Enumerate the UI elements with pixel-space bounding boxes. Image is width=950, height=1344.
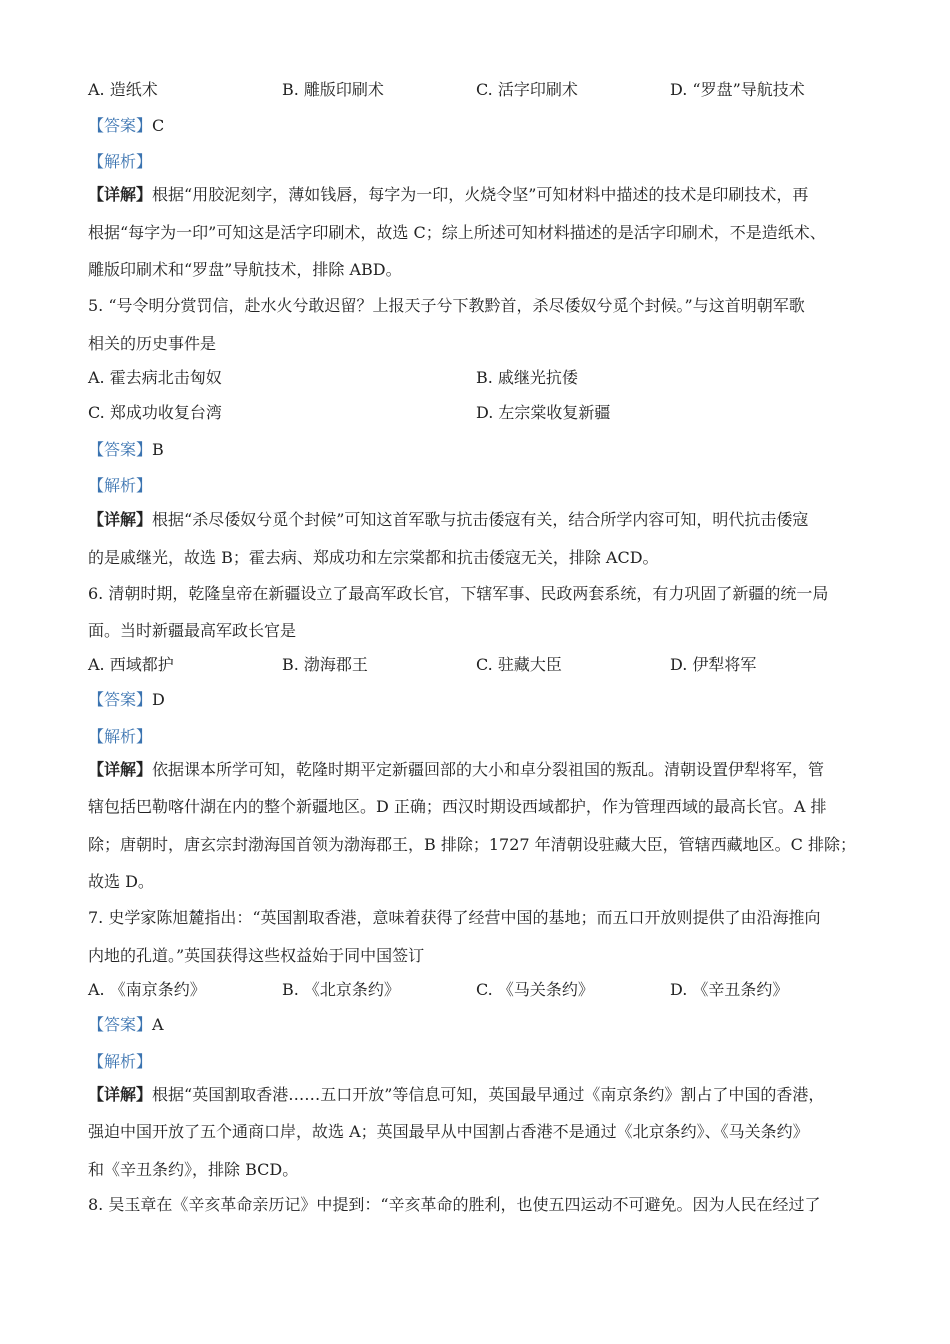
detail-line [88, 797, 827, 817]
detail-line [88, 185, 808, 205]
answer-label: 【答案】 [88, 1015, 153, 1034]
detail-text: 故选 D。 [88, 872, 154, 891]
detail-line [88, 1085, 824, 1105]
answer-value: B [152, 440, 164, 459]
analysis-heading [88, 727, 152, 747]
detail-line [88, 548, 659, 568]
answer-label: 【答案】 [88, 440, 153, 459]
answer-value: C [152, 116, 165, 135]
question-line: 内地的孔道。”英国获得这些权益始于同中国签订 [88, 946, 425, 965]
option-choice: B. 雕版印刷术 [282, 80, 384, 99]
answer-line [88, 690, 165, 710]
answer-label: 【答案】 [88, 116, 153, 135]
detail-text: 根据“杀尽倭奴兮觅个封候”可知这首军歌与抗击倭寇有关，结合所学内容可知，明代抗击倭寇 [152, 510, 809, 529]
option-choice: C. 《马关条约》 [476, 980, 594, 999]
analysis-heading [88, 1052, 152, 1072]
question-line: 6. 清朝时期，乾隆皇帝在新疆设立了最高军政长官，下辖军事、民政两套系统，有力巩固了新疆的统一局 [88, 584, 829, 603]
analysis-label: 【解析】 [88, 727, 153, 746]
detail-text: 雕版印刷术和“罗盘”导航技术，排除 ABD。 [88, 260, 402, 279]
option-choice: A. 《南京条约》 [88, 980, 206, 999]
answer-label: 【答案】 [88, 690, 153, 709]
detail-text: 和《辛丑条约》，排除 BCD。 [88, 1160, 299, 1179]
option-choice: A. 西域都护 [88, 655, 174, 674]
detail-text: 依据课本所学可知，乾隆时期平定新疆回部的大小和卓分裂祖国的叛乱。清朝设置伊犁将军，管 [152, 760, 825, 779]
detail-label: 【详解】 [88, 1085, 153, 1104]
analysis-label: 【解析】 [88, 152, 153, 171]
detail-line [88, 260, 402, 280]
analysis-heading [88, 152, 152, 172]
detail-line [88, 1122, 809, 1142]
detail-line [88, 760, 824, 780]
detail-text: 根据“每字为一印”可知这是活字印刷术，故选 C；综上所述可知材料描述的是活字印刷术，不是造纸术、 [88, 223, 826, 242]
option-choice: D. 伊犁将军 [670, 655, 757, 674]
option-choice: A. 造纸术 [88, 80, 158, 99]
answer-value: A [152, 1015, 164, 1034]
option-choice: A. 霍去病北击匈奴 [88, 368, 222, 387]
detail-text: 辖包括巴勒喀什湖在内的整个新疆地区。D 正确；西汉时期设西域都护，作为管理西域的最高长官。A 排 [88, 797, 827, 816]
detail-text: 的是戚继光，故选 B；霍去病、郑成功和左宗棠都和抗击倭寇无关，排除 ACD。 [88, 548, 659, 567]
option-choice: C. 驻藏大臣 [476, 655, 562, 674]
analysis-heading [88, 476, 152, 496]
answer-line [88, 116, 164, 136]
answer-line [88, 440, 164, 460]
detail-label: 【详解】 [88, 185, 153, 204]
answer-value: D [152, 690, 165, 709]
question-line: 8. 吴玉章在《辛亥革命亲历记》中提到：“辛亥革命的胜利，也使五四运动不可避免。因为人民在经过了 [88, 1195, 821, 1214]
option-choice: C. 活字印刷术 [476, 80, 578, 99]
option-choice: B. 戚继光抗倭 [476, 368, 578, 387]
detail-line [88, 835, 856, 855]
detail-line [88, 510, 808, 530]
option-choice: D. 《辛丑条约》 [670, 980, 789, 999]
option-choice: B. 《北京条约》 [282, 980, 400, 999]
analysis-label: 【解析】 [88, 476, 153, 495]
question-line: 相关的历史事件是 [88, 334, 217, 353]
option-choice: C. 郑成功收复台湾 [88, 403, 222, 422]
detail-label: 【详解】 [88, 760, 153, 779]
detail-text: 根据“用胶泥刻字，薄如钱唇，每字为一印，火烧令坚”可知材料中描述的技术是印刷技术，再 [152, 185, 809, 204]
detail-label: 【详解】 [88, 510, 153, 529]
detail-text: 根据“英国割取香港……五口开放”等信息可知，英国最早通过《南京条约》割占了中国的香港， [152, 1085, 825, 1104]
option-choice: D. “罗盘”导航技术 [670, 80, 805, 99]
answer-line [88, 1015, 164, 1035]
detail-line [88, 223, 826, 243]
detail-line [88, 1160, 298, 1180]
question-line: 5. “号令明分赏罚信，赴水火兮敢迟留？上报天子兮下教黔首，杀尽倭奴兮觅个封候。”与这首明朝军歌 [88, 296, 805, 315]
detail-text: 除；唐朝时，唐玄宗封渤海国首领为渤海郡王，B 排除；1727 年清朝设驻藏大臣，管辖西藏地区。C 排除； [88, 835, 856, 854]
analysis-label: 【解析】 [88, 1052, 153, 1071]
question-line: 7. 史学家陈旭麓指出：“英国割取香港，意味着获得了经营中国的基地；而五口开放则提供了由沿海推向 [88, 908, 821, 927]
question-line: 面。当时新疆最高军政长官是 [88, 621, 297, 640]
option-choice: D. 左宗棠收复新疆 [476, 403, 611, 422]
detail-line [88, 872, 154, 892]
detail-text: 强迫中国开放了五个通商口岸，故选 A；英国最早从中国割占香港不是通过《北京条约》、《马关条约》 [88, 1122, 809, 1141]
option-choice: B. 渤海郡王 [282, 655, 368, 674]
